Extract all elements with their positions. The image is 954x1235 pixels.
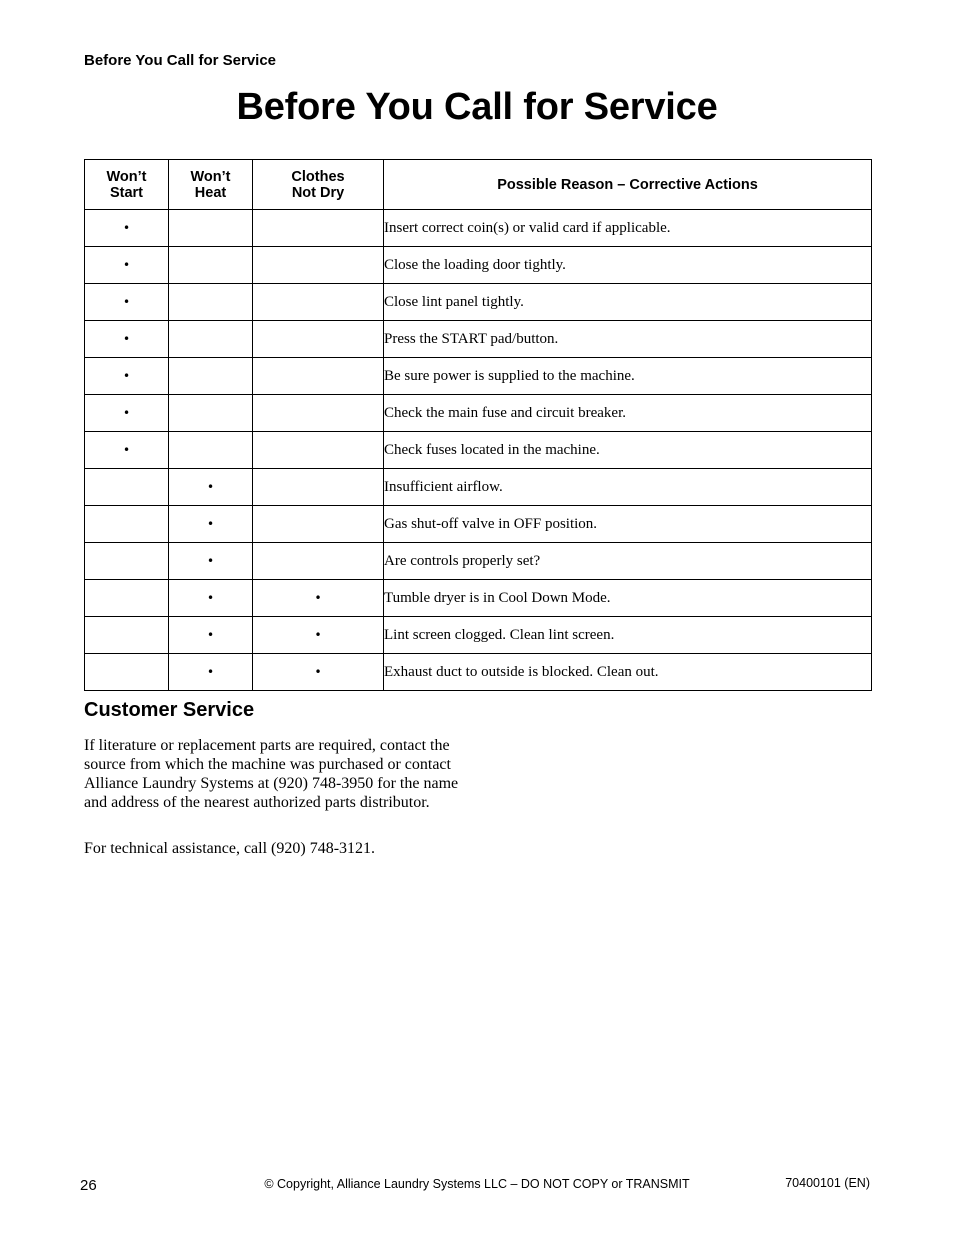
page-number: 26 (80, 1177, 97, 1194)
cell-clothes-not-dry (253, 543, 384, 580)
column-header-wont-heat: Won’t Heat (169, 160, 253, 210)
bullet-mark: • (122, 443, 131, 457)
table-row (85, 395, 872, 432)
cell-wont-heat (169, 506, 253, 543)
cell-wont-start (85, 321, 169, 358)
bullet-mark: • (314, 591, 322, 605)
cell-wont-start (85, 432, 169, 469)
cell-clothes-not-dry (253, 321, 384, 358)
cell-clothes-not-dry (253, 617, 384, 654)
cell-corrective-action: Are controls properly set? (384, 543, 872, 580)
cell-wont-start (85, 469, 169, 506)
cell-wont-start (85, 617, 169, 654)
cell-wont-start (85, 210, 169, 247)
cell-wont-start (85, 358, 169, 395)
column-header-corrective-actions: Possible Reason – Corrective Actions (384, 160, 872, 210)
bullet-mark: • (206, 517, 215, 531)
cell-wont-heat (169, 432, 253, 469)
bullet-mark: • (206, 628, 215, 642)
cell-wont-start (85, 284, 169, 321)
table-body (85, 210, 872, 691)
cell-wont-heat (169, 247, 253, 284)
cell-wont-heat (169, 210, 253, 247)
table-row (85, 543, 872, 580)
table-row (85, 432, 872, 469)
cell-wont-start (85, 395, 169, 432)
cell-wont-start (85, 543, 169, 580)
cell-corrective-action: Insert correct coin(s) or valid card if applicable. (384, 210, 872, 247)
table-row (85, 358, 872, 395)
cell-corrective-action: Press the START pad/button. (384, 321, 872, 358)
bullet-mark: • (314, 628, 322, 642)
table-row (85, 580, 872, 617)
bullet-mark: • (122, 258, 131, 272)
cell-corrective-action: Close lint panel tightly. (384, 284, 872, 321)
cell-clothes-not-dry (253, 358, 384, 395)
cell-corrective-action: Gas shut-off valve in OFF position. (384, 506, 872, 543)
cell-clothes-not-dry (253, 395, 384, 432)
copyright-notice: © Copyright, Alliance Laundry Systems LLC – DO NOT COPY or TRANSMIT (264, 1177, 690, 1191)
bullet-mark: • (206, 480, 215, 494)
cell-corrective-action: Tumble dryer is in Cool Down Mode. (384, 580, 872, 617)
troubleshooting-table (84, 159, 872, 691)
cell-wont-start (85, 580, 169, 617)
bullet-mark: • (122, 295, 131, 309)
table-row (85, 321, 872, 358)
table-row (85, 617, 872, 654)
bullet-mark: • (122, 221, 131, 235)
cell-clothes-not-dry (253, 432, 384, 469)
cell-corrective-action: Check the main fuse and circuit breaker. (384, 395, 872, 432)
bullet-mark: • (122, 332, 131, 346)
cell-clothes-not-dry (253, 247, 384, 284)
cell-wont-heat (169, 321, 253, 358)
cell-wont-heat (169, 469, 253, 506)
cell-corrective-action: Lint screen clogged. Clean lint screen. (384, 617, 872, 654)
cell-wont-start (85, 654, 169, 691)
column-header-clothes-not-dry: Clothes Not Dry (253, 160, 384, 210)
cell-wont-start (85, 506, 169, 543)
cell-clothes-not-dry (253, 654, 384, 691)
cell-clothes-not-dry (253, 210, 384, 247)
cell-corrective-action: Check fuses located in the machine. (384, 432, 872, 469)
cell-clothes-not-dry (253, 580, 384, 617)
cell-wont-heat (169, 654, 253, 691)
column-header-wont-start: Won’t Start (85, 160, 169, 210)
table-header-row (85, 160, 872, 210)
customer-service-heading: Customer Service (84, 699, 255, 721)
customer-service-paragraph: If literature or replacement parts are required, contact the source from which the machine was purchased or contact Alliance Laundry Systems at (920) 748-3950 for the name and address of the nearest authorized parts distributor. (84, 737, 459, 811)
cell-corrective-action: Close the loading door tightly. (384, 247, 872, 284)
cell-clothes-not-dry (253, 284, 384, 321)
table-row (85, 247, 872, 284)
bullet-mark: • (206, 591, 215, 605)
cell-corrective-action: Exhaust duct to outside is blocked. Clean out. (384, 654, 872, 691)
running-header: Before You Call for Service (84, 52, 277, 69)
cell-clothes-not-dry (253, 469, 384, 506)
cell-clothes-not-dry (253, 506, 384, 543)
bullet-mark: • (206, 665, 215, 679)
cell-wont-start (85, 247, 169, 284)
cell-corrective-action: Insufficient airflow. (384, 469, 872, 506)
cell-wont-heat (169, 358, 253, 395)
table-row (85, 284, 872, 321)
technical-assistance-paragraph: For technical assistance, call (920) 748-3121. (84, 840, 376, 857)
table-row (85, 506, 872, 543)
bullet-mark: • (122, 369, 131, 383)
cell-corrective-action: Be sure power is supplied to the machine. (384, 358, 872, 395)
cell-wont-heat (169, 543, 253, 580)
table-row (85, 654, 872, 691)
cell-wont-heat (169, 617, 253, 654)
cell-wont-heat (169, 395, 253, 432)
bullet-mark: • (206, 554, 215, 568)
table-row (85, 469, 872, 506)
cell-wont-heat (169, 580, 253, 617)
cell-wont-heat (169, 284, 253, 321)
document-number: 70400101 (EN) (785, 1176, 870, 1190)
bullet-mark: • (314, 665, 322, 679)
table-row (85, 210, 872, 247)
page-title: Before You Call for Service (236, 86, 718, 128)
bullet-mark: • (122, 406, 131, 420)
